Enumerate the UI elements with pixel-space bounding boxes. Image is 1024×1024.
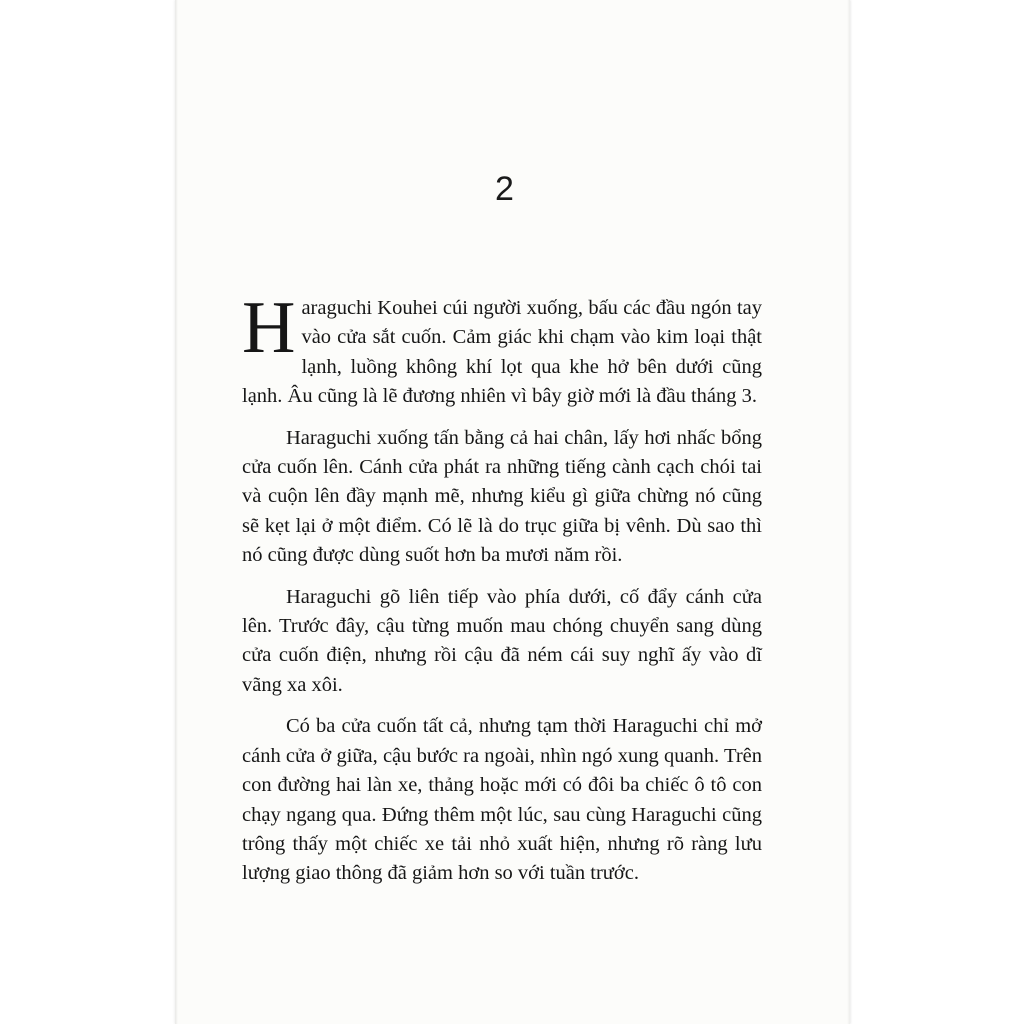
paragraph-1: [242, 287, 762, 412]
paragraph-1-text: araguchi Kouhei cúi người xuống, bấu các đầu ngón tay vào cửa sắt cuốn. Cảm giác khi chạm vào kim loại thật lạnh, luồng không khí lọt qua khe hở bên dưới cũng lạnh. Âu cũng là lẽ đương nhiên vì bây giờ mới là đầu tháng 3.: [242, 297, 762, 408]
book-page: [175, 0, 850, 1024]
drop-cap: H: [242, 287, 296, 369]
paragraph-4: Có ba cửa cuốn tất cả, nhưng tạm thời Haraguchi chỉ mở cánh cửa ở giữa, cậu bước ra ngoài, nhìn ngó xung quanh. Trên con đường hai làn xe, thảng hoặc mới có đôi ba chiếc ô tô con chạy ngang qua. Đứng thêm một lúc, sau cùng Haraguchi cũng trông thấy một chiếc xe tải nhỏ xuất hiện, nhưng rõ ràng lưu lượng giao thông đã giảm hơn so với tuần trước.: [242, 715, 762, 885]
chapter-number: 2: [495, 170, 514, 208]
paragraph-2: Haraguchi xuống tấn bằng cả hai chân, lấy hơi nhấc bổng cửa cuốn lên. Cánh cửa phát ra những tiếng cành cạch chói tai và cuộn lên đầy mạnh mẽ, nhưng kiểu gì giữa chừng nó cũng sẽ kẹt lại ở một điểm. Có lẽ là do trục giữa bị vênh. Dù sao thì nó cũng được dùng suốt hơn ba mươi năm rồi.: [242, 426, 762, 567]
page-edge-right: [847, 0, 850, 1024]
paragraph-3: Haraguchi gõ liên tiếp vào phía dưới, cố đẩy cánh cửa lên. Trước đây, cậu từng muốn mau chóng chuyển sang dùng cửa cuốn điện, nhưng rồi cậu đã ném cái suy nghĩ ấy vào dĩ vãng xa xôi.: [242, 585, 762, 696]
chapter-body: [242, 287, 762, 901]
page-edge-left: [175, 0, 178, 1024]
